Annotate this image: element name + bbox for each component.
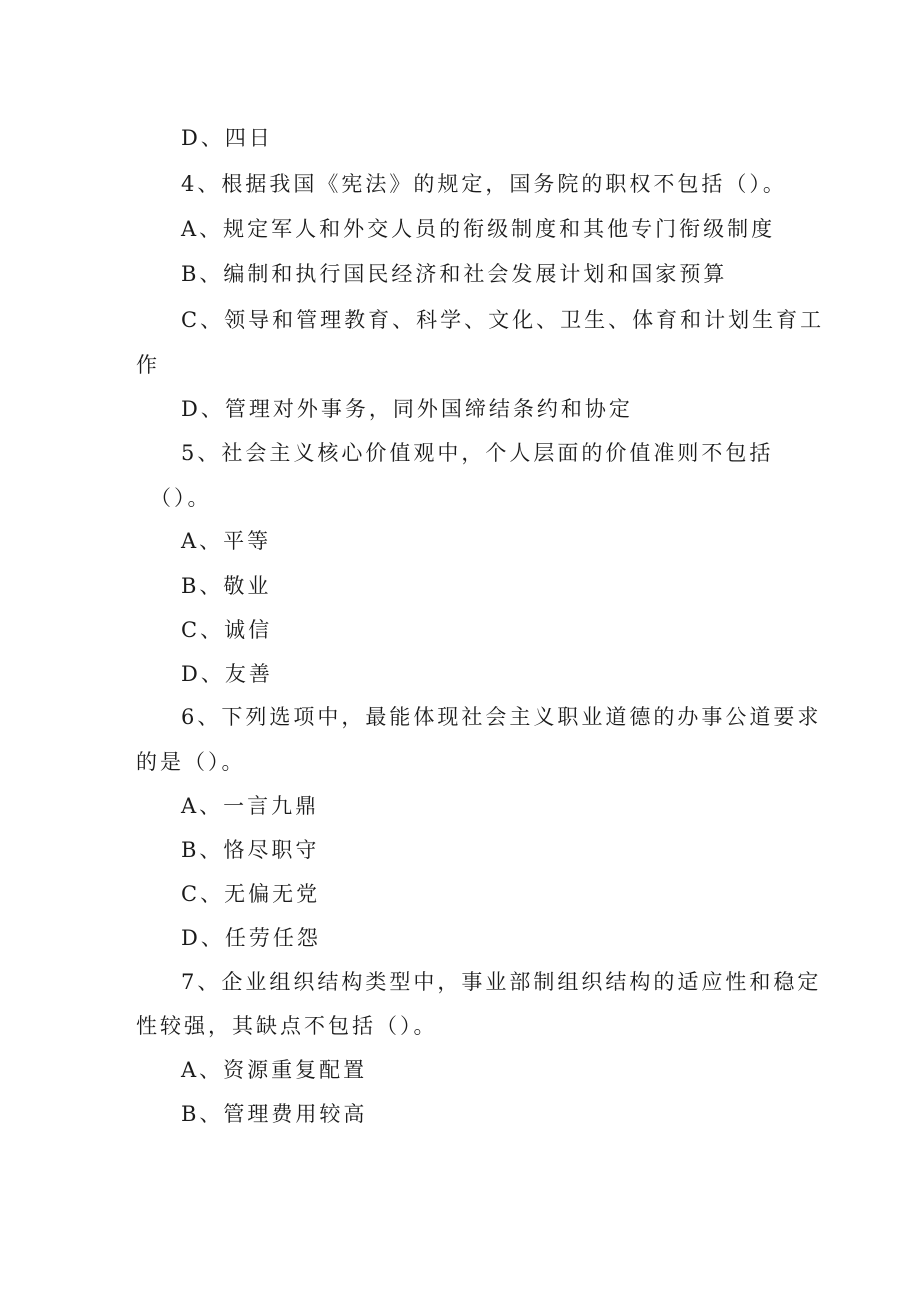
- q4-option-d: D、管理对外事务，同外国缔结条约和协定: [181, 397, 633, 421]
- q5-option-b: B、敬业: [181, 574, 272, 598]
- question-7-continuation: 性较强，其缺点不包括（）。: [136, 1014, 438, 1038]
- q6-option-c: C、无偏无党: [181, 882, 321, 906]
- question-5-continuation: （）。: [150, 486, 212, 510]
- question-6-continuation: 的是（）。: [136, 750, 246, 774]
- q4-option-c: C、领导和管理教育、科学、文化、卫生、体育和计划生育工: [181, 308, 825, 332]
- q4-option-c-continuation: 作: [136, 353, 160, 377]
- q4-option-a: A、规定军人和外交人员的衔级制度和其他专门衔级制度: [181, 217, 776, 241]
- question-4: 4、根据我国《宪法》的规定，国务院的职权不包括（）。: [181, 172, 787, 196]
- question-7: 7、企业组织结构类型中，事业部制组织结构的适应性和稳定: [181, 970, 822, 994]
- q6-option-a: A、一言九鼎: [181, 794, 320, 818]
- q6-option-b: B、恪尽职守: [181, 838, 320, 862]
- q4-option-b: B、编制和执行国民经济和社会发展计划和国家预算: [181, 262, 728, 286]
- q5-option-a: A、平等: [181, 529, 272, 553]
- q7-option-a: A、资源重复配置: [181, 1058, 368, 1082]
- question-6: 6、下列选项中，最能体现社会主义职业道德的办事公道要求: [181, 705, 822, 729]
- q5-option-c: C、诚信: [181, 618, 273, 642]
- question-5: 5、社会主义核心价值观中，个人层面的价值准则不包括: [181, 441, 774, 465]
- q5-option-d: D、友善: [181, 662, 273, 686]
- q7-option-b: B、管理费用较高: [181, 1102, 368, 1126]
- q3-option-d: D、四日: [181, 126, 273, 150]
- q6-option-d: D、任劳任怨: [181, 926, 321, 950]
